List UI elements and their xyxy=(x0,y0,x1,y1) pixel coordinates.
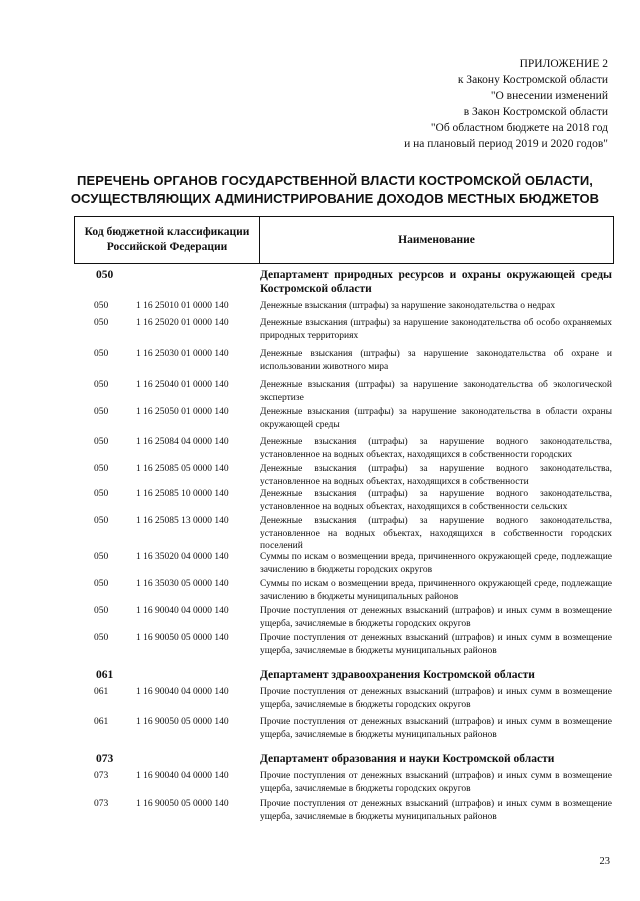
revenue-name: Денежные взыскания (штрафы) за нарушение водного законодательства, установленное на водных объектах, находящихся в собственности городских xyxy=(260,437,612,460)
admin-code: 073 xyxy=(94,799,109,809)
revenue-name: Суммы по искам о возмещении вреда, причиненного окружающей среде, подлежащие зачислению в бюджеты городских округов xyxy=(260,552,612,575)
budget-code: 1 16 90050 05 0000 140 xyxy=(136,717,229,727)
table-row xyxy=(74,686,612,711)
admin-code: 050 xyxy=(94,437,109,447)
document-title xyxy=(60,172,610,208)
budget-code: 1 16 90050 05 0000 140 xyxy=(136,799,229,809)
revenue-name: Прочие поступления от денежных взысканий (штрафов) и иных сумм в возмещение ущерба, зачисляемые в бюджеты муниципальных районов xyxy=(260,799,612,822)
admin-code: 050 xyxy=(96,269,114,281)
admin-code: 050 xyxy=(94,301,109,311)
title-line: ПЕРЕЧЕНЬ ОРГАНОВ ГОСУДАРСТВЕННОЙ ВЛАСТИ КОСТРОМСКОЙ ОБЛАСТИ, xyxy=(77,173,593,188)
revenue-name: Денежные взыскания (штрафы) за нарушение законодательства об особо охраняемых природных территориях xyxy=(260,318,612,341)
revenue-name: Прочие поступления от денежных взысканий (штрафов) и иных сумм в возмещение ущерба, зачисляемые в бюджеты городских округов xyxy=(260,687,612,710)
budget-code: 1 16 25040 01 0000 140 xyxy=(136,380,229,390)
table-header xyxy=(74,216,614,264)
department-row xyxy=(74,752,612,766)
department-name: Департамент здравоохранения Костромской области xyxy=(260,669,535,681)
revenue-name: Денежные взыскания (штрафы) за нарушение законодательства об охране и использовании животного мира xyxy=(260,349,612,372)
admin-code: 050 xyxy=(94,380,109,390)
table-row xyxy=(74,488,612,513)
revenue-name: Суммы по искам о возмещении вреда, причиненного окружающей среде, подлежащие зачислению в бюджеты муниципальных районов xyxy=(260,579,612,602)
table-row xyxy=(74,578,612,603)
appendix-line: и на плановый период 2019 и 2020 годов" xyxy=(404,138,608,150)
table-row xyxy=(74,436,612,461)
budget-code: 1 16 35030 05 0000 140 xyxy=(136,579,229,589)
budget-code: 1 16 35020 04 0000 140 xyxy=(136,552,229,562)
admin-code: 050 xyxy=(94,579,109,589)
table-row xyxy=(74,379,612,404)
table-row xyxy=(74,716,612,741)
revenue-name: Денежные взыскания (штрафы) за нарушение законодательства о недрах xyxy=(260,301,556,311)
admin-code: 061 xyxy=(94,687,109,697)
table-row xyxy=(74,632,612,657)
table-row xyxy=(74,798,612,823)
admin-code: 050 xyxy=(94,489,109,499)
admin-code: 050 xyxy=(94,407,109,417)
admin-code: 050 xyxy=(94,516,109,526)
revenue-name: Денежные взыскания (штрафы) за нарушение водного законодательства, установленное на водных объектах, находящихся в собственности xyxy=(260,464,612,487)
budget-code: 1 16 25030 01 0000 140 xyxy=(136,349,229,359)
department-row xyxy=(74,268,612,296)
header-code-column xyxy=(75,217,260,263)
revenue-name: Прочие поступления от денежных взысканий (штрафов) и иных сумм в возмещение ущерба, зачисляемые в бюджеты муниципальных районов xyxy=(260,717,612,740)
appendix-line: в Закон Костромской области xyxy=(463,106,608,118)
header-code-line: Код бюджетной классификации xyxy=(84,226,250,238)
budget-code: 1 16 90040 04 0000 140 xyxy=(136,771,229,781)
table-row xyxy=(74,348,612,373)
budget-code: 1 16 90040 04 0000 140 xyxy=(136,687,229,697)
admin-code: 073 xyxy=(96,753,114,765)
budget-code: 1 16 25010 01 0000 140 xyxy=(136,301,229,311)
appendix-heading xyxy=(268,56,608,152)
admin-code: 050 xyxy=(94,606,109,616)
department-name: Департамент образования и науки Костромской области xyxy=(260,753,555,765)
revenue-name: Денежные взыскания (штрафы) за нарушение водного законодательства, установленное на водных объектах, находящихся в собственности сельских xyxy=(260,489,612,512)
table-row xyxy=(74,770,612,795)
appendix-line: ПРИЛОЖЕНИЕ 2 xyxy=(519,58,608,70)
department-row xyxy=(74,668,612,682)
page-number: 23 xyxy=(599,856,610,867)
title-line: ОСУЩЕСТВЛЯЮЩИХ АДМИНИСТРИРОВАНИЕ ДОХОДОВ МЕСТНЫХ БЮДЖЕТОВ xyxy=(70,191,600,206)
revenue-name: Прочие поступления от денежных взысканий (штрафов) и иных сумм в возмещение ущерба, зачисляемые в бюджеты городских округов xyxy=(260,606,612,629)
appendix-line: "О внесении изменений xyxy=(490,90,608,102)
appendix-line: "Об областном бюджете на 2018 год xyxy=(430,122,608,134)
budget-code: 1 16 90040 04 0000 140 xyxy=(136,606,229,616)
revenue-name: Денежные взыскания (штрафы) за нарушение законодательства об экологической экспертизе xyxy=(260,380,612,403)
department-name: Департамент природных ресурсов и охраны окружающей среды Костромской области xyxy=(260,269,612,295)
budget-code: 1 16 25050 01 0000 140 xyxy=(136,407,229,417)
table-row xyxy=(74,605,612,630)
header-name-column: Наименование xyxy=(398,233,475,246)
budget-code: 1 16 90050 05 0000 140 xyxy=(136,633,229,643)
revenue-name: Прочие поступления от денежных взысканий (штрафов) и иных сумм в возмещение ущерба, зачисляемые в бюджеты муниципальных районов xyxy=(260,633,612,656)
table-row xyxy=(74,300,612,313)
table-row xyxy=(74,317,612,342)
admin-code: 050 xyxy=(94,464,109,474)
revenue-name: Денежные взыскания (штрафы) за нарушение законодательства в области охраны окружающей среды xyxy=(260,407,612,430)
admin-code: 061 xyxy=(96,669,114,681)
appendix-line: к Закону Костромской области xyxy=(457,74,608,86)
header-code-line: Российской Федерации xyxy=(106,241,228,253)
budget-code: 1 16 25085 10 0000 140 xyxy=(136,489,229,499)
admin-code: 073 xyxy=(94,771,109,781)
table-row xyxy=(74,515,612,553)
budget-code: 1 16 25020 01 0000 140 xyxy=(136,318,229,328)
budget-code: 1 16 25085 13 0000 140 xyxy=(136,516,229,526)
table-row xyxy=(74,551,612,576)
table-row xyxy=(74,463,612,488)
table-row xyxy=(74,406,612,431)
admin-code: 061 xyxy=(94,717,109,727)
budget-code: 1 16 25084 04 0000 140 xyxy=(136,437,229,447)
admin-code: 050 xyxy=(94,633,109,643)
revenue-name: Прочие поступления от денежных взысканий (штрафов) и иных сумм в возмещение ущерба, зачисляемые в бюджеты городских округов xyxy=(260,771,612,794)
admin-code: 050 xyxy=(94,552,109,562)
budget-code: 1 16 25085 05 0000 140 xyxy=(136,464,229,474)
admin-code: 050 xyxy=(94,318,109,328)
revenue-name: Денежные взыскания (штрафы) за нарушение водного законодательства, установленное на водных объектах, находящихся в собственности городских поселений xyxy=(260,516,612,551)
admin-code: 050 xyxy=(94,349,109,359)
